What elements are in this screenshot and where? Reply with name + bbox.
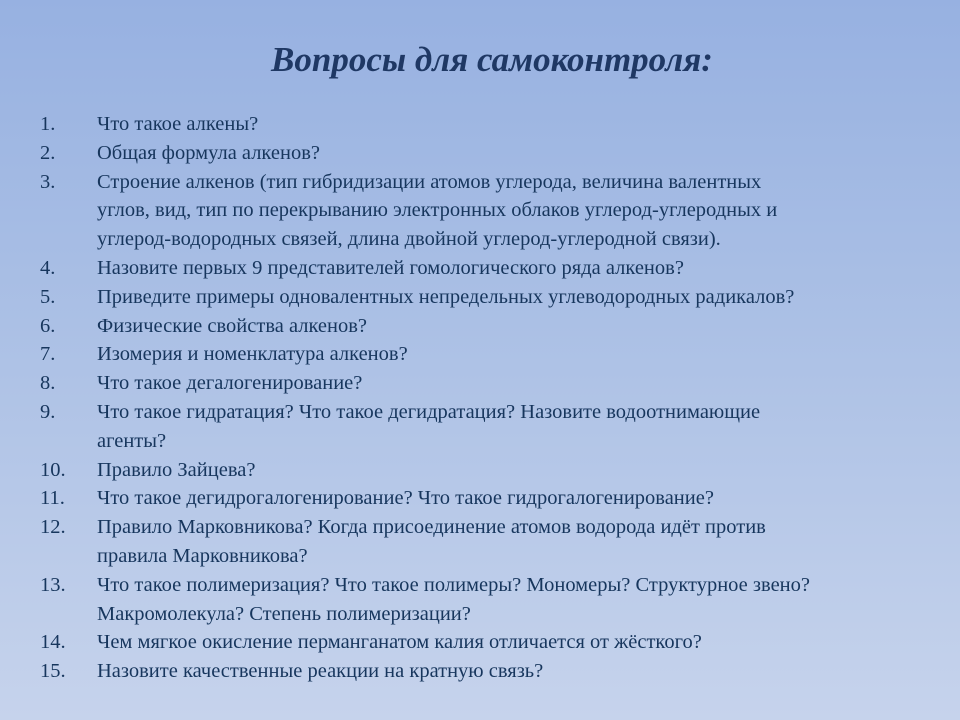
question-text-line: Макромолекула? Степень полимеризации? bbox=[97, 602, 471, 625]
question-text-line: Что такое полимеризация? Что такое полимеры? Мономеры? Структурное звено? bbox=[97, 573, 810, 596]
question-item bbox=[40, 398, 940, 456]
question-text-line: Назовите первых 9 представителей гомологического ряда алкенов? bbox=[97, 256, 684, 279]
question-number: 1. bbox=[40, 113, 56, 135]
question-text-line: Физические свойства алкенов? bbox=[97, 314, 368, 337]
question-text bbox=[97, 139, 940, 168]
question-item bbox=[40, 254, 940, 283]
question-item bbox=[40, 657, 940, 686]
question-item bbox=[40, 312, 940, 341]
question-item bbox=[40, 110, 940, 139]
question-text-line: Чем мягкое окисление перманганатом калия отличается от жёсткого? bbox=[97, 631, 702, 654]
question-item bbox=[40, 571, 940, 629]
question-text-line: Строение алкенов (тип гибридизации атомов углерода, величина валентных bbox=[97, 170, 762, 193]
question-text-line: Что такое гидратация? Что такое дегидратация? Назовите водоотнимающие bbox=[97, 400, 761, 423]
slide-title: Вопросы для самоконтроля: bbox=[271, 40, 713, 79]
question-number: 2. bbox=[40, 141, 56, 164]
question-text-line: Что такое дегидрогалогенирование? Что такое гидрогалогенирование? bbox=[97, 487, 714, 510]
question-item bbox=[40, 139, 940, 168]
question-item bbox=[40, 340, 940, 369]
question-number: 12. bbox=[40, 516, 66, 539]
question-text-line: правила Марковникова? bbox=[97, 544, 308, 567]
question-item bbox=[40, 456, 940, 485]
question-text bbox=[97, 657, 940, 686]
question-text bbox=[97, 254, 940, 283]
question-number: 7. bbox=[40, 343, 56, 366]
question-text-line: углерод-водородных связей, длина двойной углерод-углеродной связи). bbox=[97, 228, 721, 251]
question-item bbox=[40, 283, 940, 312]
question-text bbox=[97, 312, 940, 341]
question-number: 14. bbox=[40, 631, 66, 654]
question-text-line: Правило Зайцева? bbox=[97, 458, 256, 481]
question-text bbox=[97, 456, 940, 485]
question-number: 6. bbox=[40, 314, 56, 337]
question-number: 15. bbox=[40, 660, 66, 683]
question-number: 3. bbox=[40, 170, 56, 193]
question-item bbox=[40, 513, 940, 571]
question-text-line: Правило Марковникова? Когда присоединение атомов водорода идёт против bbox=[97, 516, 766, 539]
question-number: 9. bbox=[40, 400, 56, 423]
question-number: 5. bbox=[40, 285, 56, 308]
question-number: 4. bbox=[40, 256, 56, 279]
question-text bbox=[97, 283, 940, 312]
question-text bbox=[97, 484, 940, 513]
question-text bbox=[97, 398, 940, 456]
question-text bbox=[97, 369, 940, 398]
question-number: 10. bbox=[40, 458, 66, 481]
question-text bbox=[97, 168, 940, 254]
question-number: 11. bbox=[40, 487, 65, 510]
question-item bbox=[40, 168, 940, 254]
question-text-line: Что такое дегалогенирование? bbox=[97, 372, 363, 395]
question-text-line: Изомерия и номенклатура алкенов? bbox=[97, 343, 408, 366]
question-list bbox=[40, 110, 940, 686]
question-text bbox=[97, 513, 940, 571]
question-text-line: Общая формула алкенов? bbox=[97, 141, 320, 164]
question-text-line: Назовите качественные реакции на кратную связь? bbox=[97, 660, 544, 683]
question-item bbox=[40, 628, 940, 657]
question-text-line: Что такое алкены? bbox=[97, 113, 259, 135]
question-text-line: агенты? bbox=[97, 429, 167, 452]
question-text bbox=[97, 110, 940, 139]
question-item bbox=[40, 369, 940, 398]
question-text bbox=[97, 340, 940, 369]
question-number: 8. bbox=[40, 372, 56, 395]
question-text bbox=[97, 571, 940, 629]
question-item bbox=[40, 484, 940, 513]
question-text bbox=[97, 628, 940, 657]
question-text-line: углов, вид, тип по перекрыванию электронных облаков углерод-углеродных и bbox=[97, 199, 778, 222]
question-text-line: Приведите примеры одновалентных непредельных углеводородных радикалов? bbox=[97, 285, 795, 308]
question-number: 13. bbox=[40, 573, 66, 596]
